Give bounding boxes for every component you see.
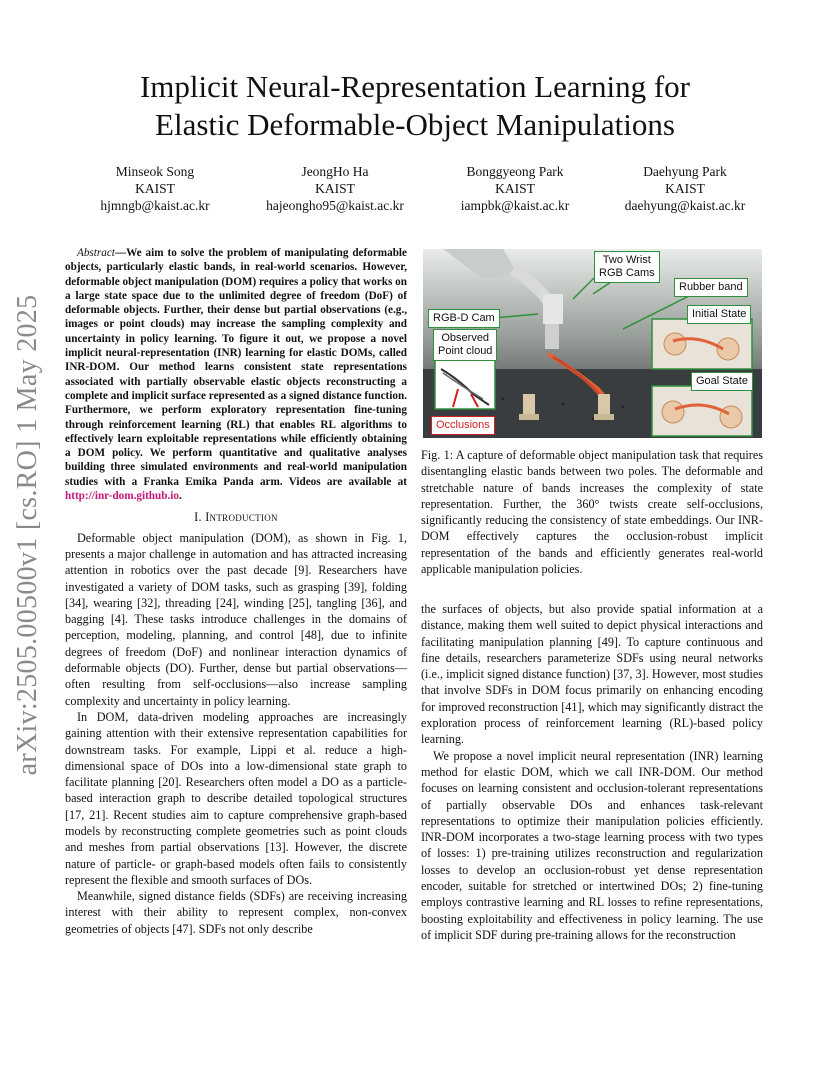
author-affiliation: KAIST — [135, 181, 175, 196]
author-name: Bonggyeong Park — [466, 164, 564, 179]
figure-1-photo — [423, 249, 762, 438]
author-block — [70, 163, 240, 214]
author-email: iampbk@kaist.ac.kr — [460, 198, 570, 213]
label-occlusions: Occlusions — [431, 416, 495, 435]
paper-title — [60, 68, 770, 144]
label-initial-state: Initial State — [687, 305, 751, 324]
author-affiliation: KAIST — [495, 181, 535, 196]
author-block — [250, 163, 420, 214]
label-two-wrist-cams: Two Wrist RGB Cams — [594, 251, 660, 283]
section-heading — [65, 509, 407, 525]
label-rgbd-cam: RGB-D Cam — [428, 309, 500, 328]
title-line-1: Implicit Neural-Representation Learning for — [139, 69, 691, 104]
body-paragraph: Meanwhile, signed distance fields (SDFs) are receiving increasing interest with their ability to represent complex, non-convex geometries of objects [47]. SDFs not only describe — [65, 889, 407, 936]
author-block — [430, 163, 600, 214]
arxiv-identifier — [8, 294, 48, 776]
section-number: I. — [194, 510, 206, 525]
label-observed-point-cloud: Observed Point cloud — [433, 329, 497, 361]
label-goal-state: Goal State — [691, 372, 753, 391]
author-email: hjmngb@kaist.ac.kr — [100, 198, 210, 213]
title-line-2: Elastic Deformable-Object Manipulations — [155, 107, 675, 142]
body-paragraph: the surfaces of objects, but also provide spatial information at a distance, making them well suited to depict physical interactions and facilitating manipulation planning [49]. To capture continuous and fine details, researchers parameterize SDFs using neural networks (i.e., implicit signed distance function) [37, 3]. However, most studies that involve SDFs in DOM focus primarily on enhancing encoding for improved reconstruction [41], which may significantly distract the exploration process of reinforcement learning (RL)-based policy learning. — [421, 602, 763, 747]
author-name: Minseok Song — [115, 164, 195, 179]
arxiv-id-text: arXiv:2505.00500v1 [cs.RO] 1 May 2025 — [12, 294, 43, 776]
abstract — [65, 246, 407, 503]
left-column — [65, 246, 407, 937]
author-affiliation: KAIST — [665, 181, 705, 196]
right-column — [421, 601, 763, 943]
section-title: Introduction — [205, 510, 278, 525]
author-email: daehyung@kaist.ac.kr — [624, 198, 746, 213]
author-name: JeongHo Ha — [301, 164, 369, 179]
author-block — [600, 163, 770, 214]
label-rubber-band: Rubber band — [674, 278, 748, 297]
figure-caption: Fig. 1: A capture of deformable object manipulation task that requires disentangling elastic bands between two poles. The deformable and stretchable nature of bands increases the complexity of state representation. Further, the 360° twists create self-occlusions, significantly reducing the consistency of state embeddings. Our INR-DOM effectively captures the occlusion-robust implicit representation of the bands and efficiently generates real-world applicable manipulation policies. — [421, 448, 763, 577]
abstract-body: —We aim to solve the problem of manipulating deformable objects, particularly elastic bands, in real-world scenarios. However, deformable object manipulation (DOM) requires a policy that works on a large state space due to the unlimited degree of freedom (DoF) of deformable objects. Further, their dense but partial observations (e.g., images or point clouds) may increase the sampling complexity and uncertainty in policy learning. To figure it out, we propose a novel implicit neural-representation (INR) learning for elastic DOMs, called INR-DOM. Our method learns consistent state representations associated with partially observable elastic objects reconstructing a complete and implicit surface represented as a signed distance function. Furthermore, we perform exploratory representation fine-tuning through reinforcement learning (RL) that enables RL algorithms to effectively learn exploitable representations while efficiently obtaining a DOM policy. We perform quantitative and qualitative analyses building three simulated environments and real-world manipulation studies with a Franka Emika Panda arm. Videos are available at — [65, 247, 407, 488]
abstract-lead: Abstract — [77, 247, 115, 259]
author-affiliation: KAIST — [315, 181, 355, 196]
body-paragraph: We propose a novel implicit neural representation (INR) learning method for elastic DOM, which we call INR-DOM. Our method focuses on learning consistent and occlusion-tolerant representations of partially observable DOs and enhances task-relevant representations to optimize their manipulation policies efficiently. INR-DOM incorporates a two-stage learning process with two types of losses: 1) pre-training utilizes reconstruction and regularization losses to develop an occlusion-robust yet dense representation encoder, suitable for stretched or intertwined DOs; 2) fine-tuning employs contrastive learning and RL losses to refine representations, boosting exploitability and effectiveness in policy learning. The use of implicit SDF during pre-training allows for the reconstruction — [421, 748, 763, 942]
author-email: hajeongho95@kaist.ac.kr — [266, 198, 404, 213]
abstract-end: . — [178, 490, 182, 503]
project-link[interactable]: http://inr-dom.github.io — [65, 490, 179, 503]
body-paragraph: Deformable object manipulation (DOM), as shown in Fig. 1, presents a major challenge in automation and has attracted increasing attention in robotics over the past decade [9]. Researchers have investigated a variety of DOM tasks, such as grasping [39], folding [34], wearing [32], threading [24], winding [25], tangling [36], and bagging [4]. These tasks introduce challenges in the domains of perception, modeling, planning, and control [48], due to infinite degrees of freedom (DoF) and nonlinear interaction dynamics of deformable objects (DO). Further, dense but partial observations—often resulting from self-occlusions—also increase sampling complexity and uncertainty in policy learning. — [65, 530, 407, 708]
author-name: Daehyung Park — [643, 164, 727, 179]
body-paragraph: In DOM, data-driven modeling approaches are increasingly gaining attention with their extensive representation capabilities for downstream tasks. For example, Lippi et al. reduce a high-dimensional space of DOs into a low-dimensional state graph to facilitate planning [20]. Researchers often model a DO as a particle-based interaction graph to describe detailed topological structures [17, 21]. Recent studies aim to capture comprehensive graph-based models by reconstructing complete geometries such as point clouds and meshes from partial observations [13]. However, the discrete nature of particle- or graph-based models often fails to consistently represent the flexible and smooth surfaces of DOs. — [65, 709, 407, 887]
